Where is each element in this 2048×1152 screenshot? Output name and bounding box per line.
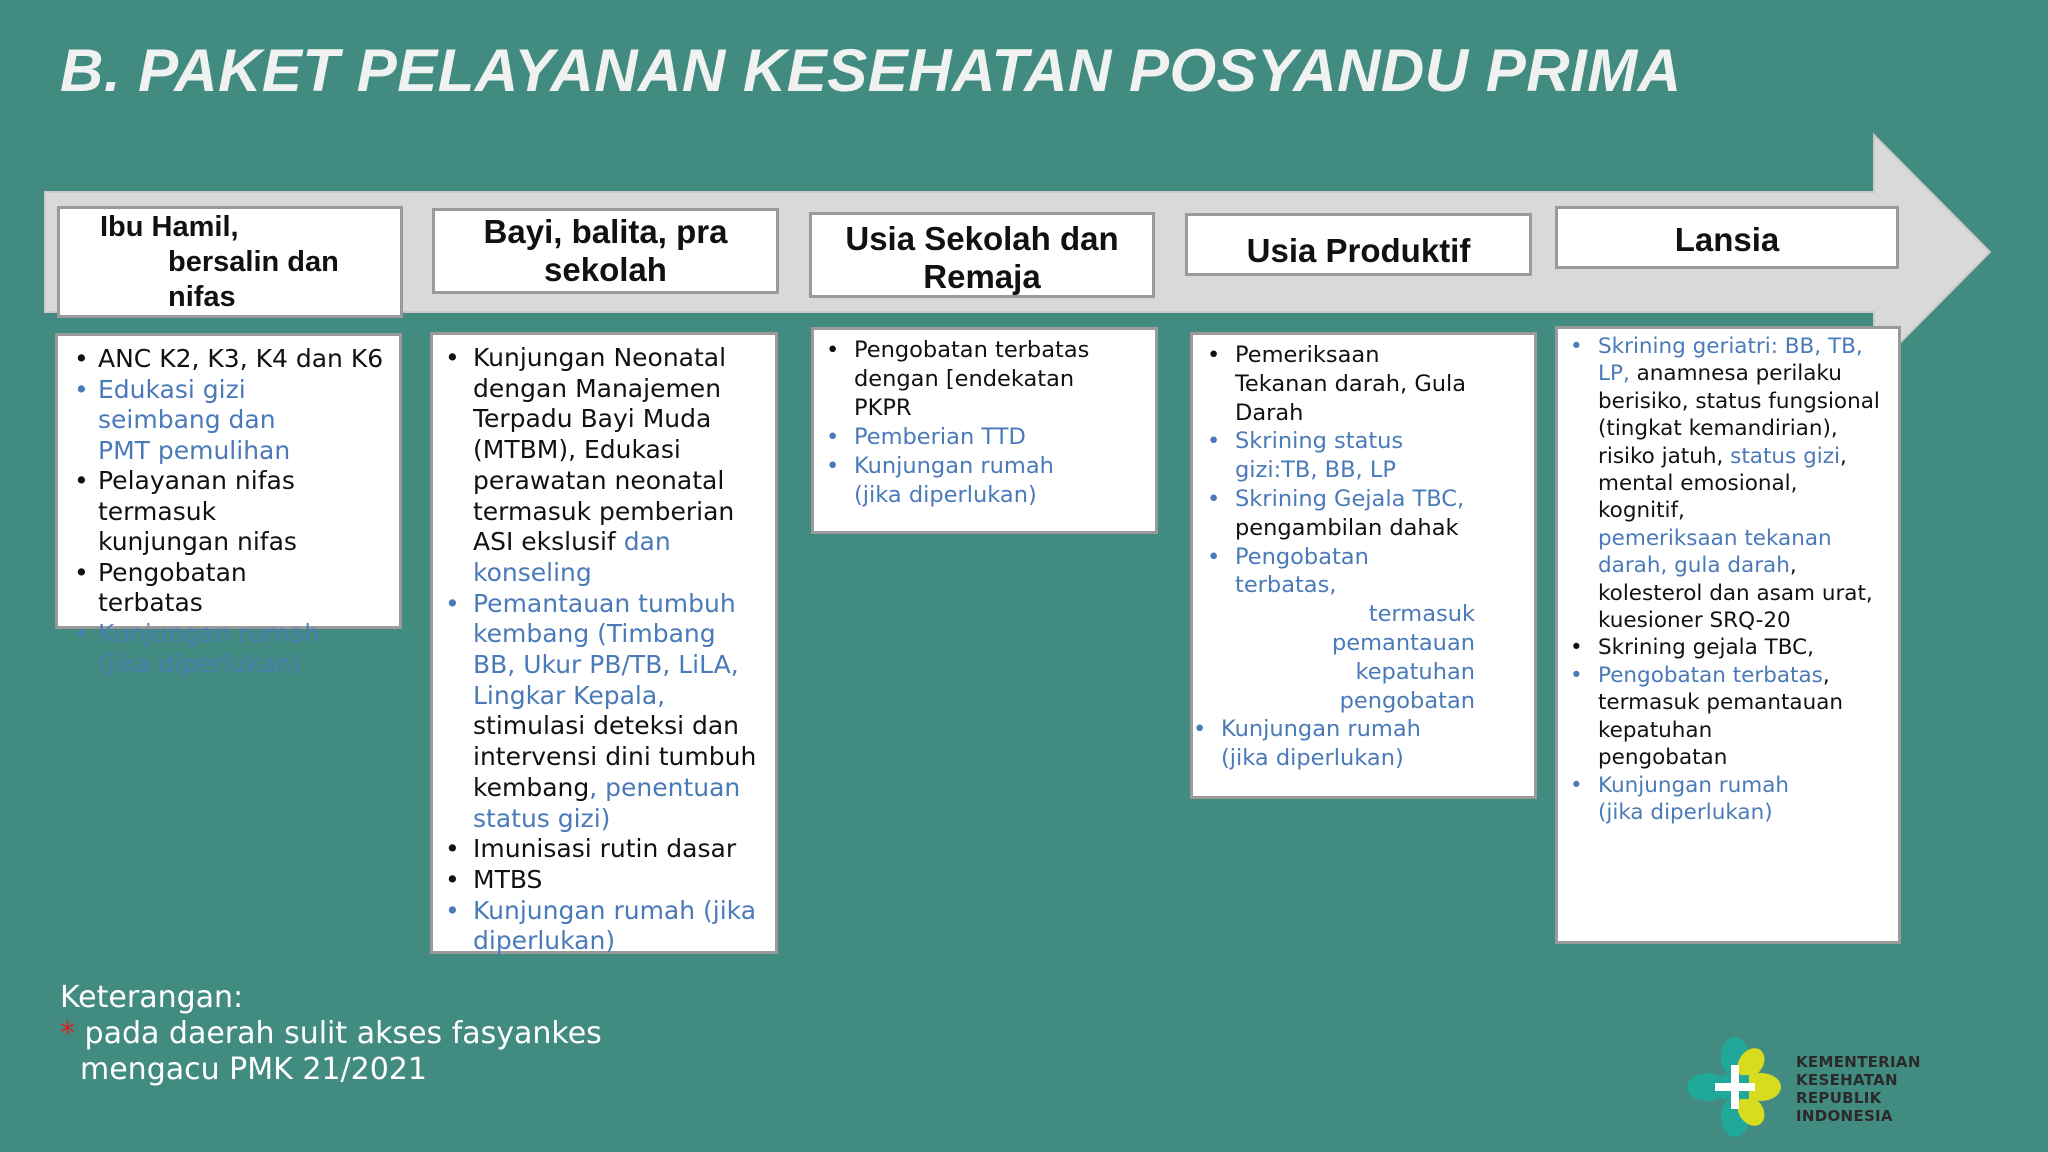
logo-line: KEMENTERIAN	[1796, 1053, 1921, 1071]
kemenkes-logo-icon	[1685, 1035, 1785, 1140]
service-item: • Kunjungan rumah (jika diperlukan)	[854, 452, 1074, 510]
service-item: • Skrining status gizi:TB, BB, LP	[1235, 427, 1475, 485]
footnote	[60, 980, 602, 1088]
service-item: • Imunisasi rutin dasar	[473, 834, 765, 865]
header-line: Usia Sekolah dan	[845, 220, 1119, 257]
service-item: • Pelayanan nifas termasuk kunjungan nifas	[98, 466, 298, 558]
service-text-black: , kolesterol dan asam urat, kuesioner SRQ-20	[1598, 553, 1873, 634]
header-line: Usia Produktif	[1246, 231, 1471, 269]
service-item: • MTBS	[473, 865, 765, 896]
header-line: Lansia	[1674, 220, 1780, 258]
stage-box-lansia	[1555, 326, 1901, 944]
service-item: • Kunjungan rumah (jika diperlukan)	[98, 619, 338, 680]
service-list	[1193, 335, 1534, 773]
service-text-black: pengambilan dahak	[1235, 514, 1459, 541]
service-text: Skrining Gejala TBC,	[1235, 485, 1465, 512]
service-item	[1598, 525, 1888, 635]
logo-line: KESEHATAN	[1796, 1071, 1898, 1089]
service-text-black: , termasuk pemantauan kepatuhan pengobatan	[1598, 662, 1844, 771]
asterisk: *	[60, 1016, 75, 1051]
service-item	[98, 375, 298, 467]
service-text-black: , mental emosional, kognitif,	[1598, 443, 1847, 524]
logo-petals	[1687, 1037, 1781, 1137]
logo-line: REPUBLIK	[1796, 1089, 1882, 1107]
service-text: Skrining geriatri: BB, TB, LP,	[1598, 334, 1863, 387]
service-item: • Pengobatan terbatas	[98, 558, 298, 619]
service-item: • Kunjungan rumah (jika diperlukan)	[1598, 772, 1818, 827]
stage-box-ibu-hamil	[55, 333, 402, 678]
footnote-line	[60, 1016, 602, 1052]
service-text: Pengobatan terbatas	[1598, 662, 1823, 688]
stage-header-bayi-balita	[432, 208, 779, 294]
service-text-black: stimulasi deteksi dan intervensi dini tumbuh kembang	[473, 711, 757, 802]
footnote-label: Keterangan:	[60, 980, 244, 1015]
logo-line: INDONESIA	[1796, 1107, 1893, 1125]
service-item: • Skrining gejala TBC,	[1598, 634, 1888, 661]
header-line: Bayi, balita, pra	[483, 213, 728, 250]
service-item: • Kunjungan rumah (jika diperlukan)	[1221, 715, 1471, 773]
logo-text	[1796, 1053, 1921, 1125]
service-list	[1558, 329, 1898, 826]
service-text: , penentuan status gizi)	[473, 772, 741, 833]
header-line: nifas	[168, 280, 236, 313]
footnote-text: pada daerah sulit akses fasyankes	[75, 1016, 602, 1051]
service-text-black: anamnesa perilaku berisiko, status fungsional (tingkat kemandirian), risiko jatuh,	[1598, 361, 1880, 469]
service-text: Pemantauan tumbuh kembang (Timbang BB, Ukur PB/TB, LiLA, Lingkar Kepala,	[473, 588, 739, 710]
service-item	[473, 343, 765, 589]
service-text: pemeriksaan tekanan darah, gula darah	[1598, 525, 1832, 579]
service-item: • ANC K2, K3, K4 dan K6	[98, 344, 389, 375]
stage-header-ibu-hamil	[57, 206, 403, 318]
service-item	[473, 589, 765, 835]
service-item: • Kunjungan rumah (jika diperlukan)	[473, 896, 765, 957]
service-text: Edukasi gizi seimbang dan PMT pemulihan	[98, 374, 291, 465]
stage-box-usia-produktif	[1190, 332, 1537, 799]
header-line: Ibu Hamil,	[100, 210, 239, 243]
header-line: bersalin dan	[168, 245, 339, 278]
service-item	[1598, 333, 1888, 525]
service-item: • Pengobatan terbatas dengan [endekatan PKPR	[854, 336, 1124, 423]
service-text: termasuk pemantauan kepatuhan pengobatan	[1331, 601, 1475, 714]
service-text: status gizi	[1730, 443, 1840, 469]
header-line: sekolah	[544, 251, 667, 288]
stage-box-bayi-balita	[430, 332, 778, 954]
service-item	[1235, 543, 1475, 716]
service-text: Kunjungan Neonatal dengan Manajemen Terpadu Bayi Muda (MTBM), Edukasi perawatan neonatal termasuk pemberian ASI ekslusif	[473, 343, 735, 557]
service-item	[1598, 662, 1848, 772]
stage-header-usia-sekolah	[809, 212, 1155, 298]
footnote-line: mengacu PMK 21/2021	[80, 1052, 427, 1087]
stage-header-lansia	[1555, 206, 1899, 269]
service-item	[1235, 485, 1475, 543]
service-item: • Pemberian TTD	[854, 423, 1143, 452]
page-title: B. PAKET PELAYANAN KESEHATAN POSYANDU PRIMA	[60, 37, 1682, 104]
service-text: Pengobatan terbatas,	[1235, 543, 1369, 599]
header-line: Remaja	[923, 258, 1041, 295]
service-item: • Pemeriksaan Tekanan darah, Gula Darah	[1235, 341, 1475, 427]
stage-header-usia-produktif	[1185, 213, 1532, 276]
stage-box-usia-sekolah	[811, 327, 1158, 534]
service-list	[58, 336, 399, 680]
service-list	[814, 330, 1155, 510]
service-list	[433, 335, 775, 957]
service-text-blue: dan konseling	[473, 527, 671, 587]
